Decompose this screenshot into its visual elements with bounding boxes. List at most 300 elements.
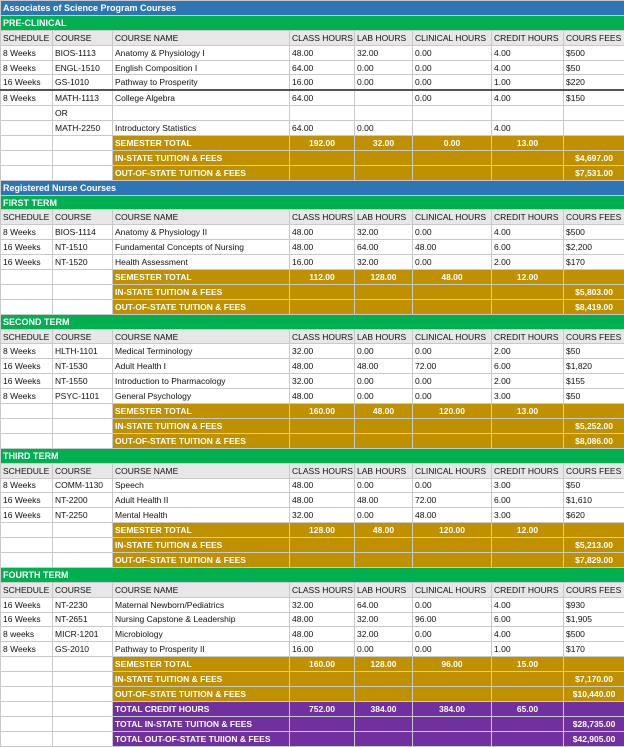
gold-filler — [492, 433, 564, 448]
gold-filler — [290, 150, 355, 165]
blank-cell — [1, 686, 53, 701]
course-cell: 64.00 — [355, 240, 413, 255]
course-cell: General Psychology — [113, 389, 290, 404]
grand-credit-label: TOTAL CREDIT HOURS — [113, 701, 290, 716]
course-cell: 3.00 — [492, 389, 564, 404]
column-header: SCHEDULE — [1, 30, 53, 45]
course-cell: College Algebra — [113, 90, 290, 105]
semester-class-hours: 160.00 — [290, 657, 355, 672]
course-cell: MATH-2250 — [53, 121, 113, 136]
course-cell: COMM-1130 — [53, 478, 113, 493]
column-header: COURSE NAME — [113, 329, 290, 344]
course-cell: Fundamental Concepts of Nursing — [113, 240, 290, 255]
course-cell: 32.00 — [355, 627, 413, 642]
course-cell: $2,200 — [564, 240, 624, 255]
column-header: COURS FEES — [564, 210, 624, 225]
course-cell: $170 — [564, 255, 624, 270]
instate-tuition-label: IN-STATE TUITION & FEES — [113, 538, 290, 553]
gold-filler — [355, 150, 413, 165]
blank-cell — [53, 686, 113, 701]
gold-filler — [355, 672, 413, 687]
course-row — [1, 106, 624, 121]
instate-tuition — [1, 418, 624, 433]
column-header-row — [1, 463, 624, 478]
course-cell: 32.00 — [355, 612, 413, 627]
course-cell: 0.00 — [413, 344, 492, 359]
purple-filler — [492, 716, 564, 731]
gold-filler — [355, 552, 413, 567]
blank-cell — [53, 433, 113, 448]
course-cell: 1.00 — [492, 75, 564, 90]
gold-filler — [413, 284, 492, 299]
course-row — [1, 225, 624, 240]
semester-total-label: SEMESTER TOTAL — [113, 270, 290, 285]
course-cell: 32.00 — [355, 45, 413, 60]
course-cell: $50 — [564, 478, 624, 493]
gold-filler — [492, 538, 564, 553]
course-cell: Medical Terminology — [113, 344, 290, 359]
blank-cell — [53, 165, 113, 180]
course-cell: 72.00 — [413, 359, 492, 374]
semester-credit-hours: 13.00 — [492, 404, 564, 419]
column-header: COURS FEES — [564, 463, 624, 478]
gold-filler — [413, 165, 492, 180]
blank-cell — [1, 657, 53, 672]
outstate-tuition — [1, 165, 624, 180]
course-cell: 4.00 — [492, 60, 564, 75]
gold-filler — [290, 552, 355, 567]
grand-instate-tuition-value: $28,735.00 — [564, 716, 624, 731]
course-cell: 4.00 — [492, 121, 564, 136]
course-cell: 4.00 — [492, 627, 564, 642]
course-cell: $150 — [564, 90, 624, 105]
course-cell: 32.00 — [290, 374, 355, 389]
gold-filler — [355, 538, 413, 553]
section-banner — [1, 1, 624, 16]
course-cell: PSYC-1101 — [53, 389, 113, 404]
course-cell: $620 — [564, 508, 624, 523]
course-cell: 32.00 — [355, 225, 413, 240]
gold-filler — [290, 672, 355, 687]
course-cell: 48.00 — [413, 508, 492, 523]
semester-class-hours: 192.00 — [290, 136, 355, 151]
course-cell: Nursing Capstone & Leadership — [113, 612, 290, 627]
course-cell: 16.00 — [290, 642, 355, 657]
outstate-tuition — [1, 433, 624, 448]
course-cell: 16.00 — [290, 75, 355, 90]
course-cell: 48.00 — [290, 45, 355, 60]
grand-class-hours: 752.00 — [290, 701, 355, 716]
course-cell: NT-1530 — [53, 359, 113, 374]
column-header: SCHEDULE — [1, 210, 53, 225]
table-body — [1, 1, 624, 747]
course-cell: 48.00 — [290, 225, 355, 240]
semester-total-row — [1, 270, 624, 285]
course-cell: 0.00 — [413, 597, 492, 612]
column-header: COURSE — [53, 210, 113, 225]
blank-cell — [1, 433, 53, 448]
term-title: SECOND TERM — [1, 314, 624, 329]
outstate-tuition — [1, 686, 624, 701]
column-header: CLASS HOURS — [290, 329, 355, 344]
gold-filler — [492, 284, 564, 299]
blank-cell — [1, 270, 53, 285]
blank-cell — [53, 552, 113, 567]
blank-cell — [53, 270, 113, 285]
column-header: CLINICAL HOURS — [413, 210, 492, 225]
course-cell: 64.00 — [290, 90, 355, 105]
course-cell: MICR-1201 — [53, 627, 113, 642]
instate-tuition-value: $7,170.00 — [564, 672, 624, 687]
course-cell: 48.00 — [355, 359, 413, 374]
semester-lab-hours: 128.00 — [355, 270, 413, 285]
course-cell: Pathway to Prosperity — [113, 75, 290, 90]
blank-cell — [1, 136, 53, 151]
instate-tuition-label: IN-STATE TUITION & FEES — [113, 418, 290, 433]
grand-clinical-hours: 384.00 — [413, 701, 492, 716]
course-cell: 16 Weeks — [1, 75, 53, 90]
course-cell — [492, 106, 564, 121]
course-cell: NT-2200 — [53, 493, 113, 508]
course-cell: Pathway to Prosperity II — [113, 642, 290, 657]
semester-credit-hours: 12.00 — [492, 523, 564, 538]
course-cell: Speech — [113, 478, 290, 493]
course-cell: Introduction to Pharmacology — [113, 374, 290, 389]
grand-instate-tuition-label: TOTAL IN-STATE TUITION & FEES — [113, 716, 290, 731]
column-header-row — [1, 329, 624, 344]
column-header: CREDIT HOURS — [492, 463, 564, 478]
blank-cell — [53, 523, 113, 538]
course-cell — [290, 106, 355, 121]
course-cell: 48.00 — [355, 493, 413, 508]
term-row — [1, 195, 624, 210]
instate-tuition-label: IN-STATE TUITION & FEES — [113, 284, 290, 299]
course-cell: English Composition I — [113, 60, 290, 75]
semester-total-label: SEMESTER TOTAL — [113, 404, 290, 419]
blank-cell — [53, 284, 113, 299]
blank-cell — [1, 418, 53, 433]
grand-outstate-tuition — [1, 731, 624, 746]
course-row — [1, 359, 624, 374]
course-cell: 8 Weeks — [1, 45, 53, 60]
gold-filler — [290, 686, 355, 701]
course-cell: 16 Weeks — [1, 240, 53, 255]
gold-filler — [492, 165, 564, 180]
semester-total-label: SEMESTER TOTAL — [113, 523, 290, 538]
column-header: COURSE NAME — [113, 463, 290, 478]
course-cell: 0.00 — [355, 389, 413, 404]
gold-filler — [355, 165, 413, 180]
semester-lab-hours: 48.00 — [355, 404, 413, 419]
course-cell: 2.00 — [492, 374, 564, 389]
semester-fees — [564, 404, 624, 419]
course-cell: $50 — [564, 344, 624, 359]
course-cell: 2.00 — [492, 255, 564, 270]
course-cell: 0.00 — [413, 90, 492, 105]
course-cell: $500 — [564, 225, 624, 240]
column-header: LAB HOURS — [355, 329, 413, 344]
blank-cell — [1, 731, 53, 746]
semester-total-row — [1, 404, 624, 419]
course-cell: 6.00 — [492, 240, 564, 255]
course-cell: 16 Weeks — [1, 255, 53, 270]
semester-class-hours: 112.00 — [290, 270, 355, 285]
course-cell: 48.00 — [290, 359, 355, 374]
gold-filler — [413, 552, 492, 567]
gold-filler — [492, 672, 564, 687]
blank-cell — [53, 672, 113, 687]
purple-filler — [492, 731, 564, 746]
course-cell: 64.00 — [355, 597, 413, 612]
gold-filler — [355, 418, 413, 433]
course-cell — [355, 106, 413, 121]
gold-filler — [492, 552, 564, 567]
course-row — [1, 642, 624, 657]
grand-lab-hours: 384.00 — [355, 701, 413, 716]
course-cell: Microbiology — [113, 627, 290, 642]
course-cell: $500 — [564, 627, 624, 642]
column-header: CLASS HOURS — [290, 30, 355, 45]
course-row — [1, 344, 624, 359]
blank-cell — [1, 284, 53, 299]
term-title: FOURTH TERM — [1, 567, 624, 582]
column-header: LAB HOURS — [355, 582, 413, 597]
course-cell: Adult Health I — [113, 359, 290, 374]
course-row — [1, 389, 624, 404]
semester-credit-hours: 12.00 — [492, 270, 564, 285]
course-cell: 4.00 — [492, 45, 564, 60]
gold-filler — [355, 299, 413, 314]
course-cell: 0.00 — [355, 60, 413, 75]
course-cell: 8 Weeks — [1, 225, 53, 240]
term-row — [1, 314, 624, 329]
column-header: LAB HOURS — [355, 463, 413, 478]
instate-tuition-value: $4,697.00 — [564, 150, 624, 165]
course-cell: 32.00 — [355, 255, 413, 270]
course-cell: 48.00 — [290, 612, 355, 627]
gold-filler — [492, 150, 564, 165]
course-cell: $1,820 — [564, 359, 624, 374]
column-header: COURS FEES — [564, 582, 624, 597]
purple-filler — [413, 716, 492, 731]
course-cell — [355, 90, 413, 105]
course-cell: GS-1010 — [53, 75, 113, 90]
course-cell: 8 Weeks — [1, 478, 53, 493]
instate-tuition — [1, 672, 624, 687]
course-cell: 0.00 — [355, 478, 413, 493]
semester-total-row — [1, 523, 624, 538]
purple-filler — [290, 716, 355, 731]
course-cell: 16.00 — [290, 255, 355, 270]
course-row — [1, 45, 624, 60]
blank-cell — [53, 418, 113, 433]
course-cell: Maternal Newborn/Pediatrics — [113, 597, 290, 612]
course-cell: 48.00 — [290, 389, 355, 404]
column-header: COURSE — [53, 30, 113, 45]
course-cell: 16 Weeks — [1, 359, 53, 374]
course-cell: 64.00 — [290, 121, 355, 136]
blank-cell — [1, 716, 53, 731]
term-row — [1, 448, 624, 463]
column-header: CREDIT HOURS — [492, 582, 564, 597]
term-title: THIRD TERM — [1, 448, 624, 463]
gold-filler — [413, 150, 492, 165]
course-cell: 6.00 — [492, 493, 564, 508]
instate-tuition-value: $5,213.00 — [564, 538, 624, 553]
course-cell: 0.00 — [355, 374, 413, 389]
course-cell: 0.00 — [355, 642, 413, 657]
course-row — [1, 493, 624, 508]
course-cell: Mental Health — [113, 508, 290, 523]
section-title: Registered Nurse Courses — [1, 180, 624, 195]
term-row — [1, 567, 624, 582]
course-cell — [113, 106, 290, 121]
gold-filler — [413, 686, 492, 701]
column-header: CLINICAL HOURS — [413, 463, 492, 478]
column-header: CREDIT HOURS — [492, 210, 564, 225]
semester-credit-hours: 13.00 — [492, 136, 564, 151]
course-cell — [1, 121, 53, 136]
course-cell: NT-1510 — [53, 240, 113, 255]
column-header: COURSE NAME — [113, 30, 290, 45]
course-cell: 32.00 — [290, 344, 355, 359]
instate-tuition-value: $5,252.00 — [564, 418, 624, 433]
course-cell: NT-1550 — [53, 374, 113, 389]
course-cell: OR — [53, 106, 113, 121]
gold-filler — [290, 433, 355, 448]
course-cell: 0.00 — [413, 75, 492, 90]
column-header: COURSE — [53, 463, 113, 478]
gold-filler — [355, 686, 413, 701]
column-header: COURSE — [53, 329, 113, 344]
course-cell: BIOS-1114 — [53, 225, 113, 240]
course-row — [1, 240, 624, 255]
purple-filler — [355, 716, 413, 731]
course-cell: $155 — [564, 374, 624, 389]
column-header: CLINICAL HOURS — [413, 30, 492, 45]
course-cell: 64.00 — [290, 60, 355, 75]
instate-tuition-label: IN-STATE TUITION & FEES — [113, 150, 290, 165]
course-row — [1, 90, 624, 105]
course-cell: 0.00 — [413, 642, 492, 657]
course-cell: GS-2010 — [53, 642, 113, 657]
course-cell — [564, 121, 624, 136]
course-cell: 8 weeks — [1, 627, 53, 642]
course-cell: 32.00 — [290, 597, 355, 612]
semester-lab-hours: 32.00 — [355, 136, 413, 151]
column-header: COURSE NAME — [113, 210, 290, 225]
course-cell — [413, 121, 492, 136]
gold-filler — [355, 284, 413, 299]
purple-filler — [355, 731, 413, 746]
column-header: CLASS HOURS — [290, 463, 355, 478]
course-cell: 8 Weeks — [1, 389, 53, 404]
course-cell: 0.00 — [355, 508, 413, 523]
course-cell: 8 Weeks — [1, 60, 53, 75]
semester-total-row — [1, 136, 624, 151]
course-cell: 96.00 — [413, 612, 492, 627]
gold-filler — [492, 418, 564, 433]
semester-lab-hours: 48.00 — [355, 523, 413, 538]
blank-cell — [53, 716, 113, 731]
course-cell: 0.00 — [413, 255, 492, 270]
semester-clinical-hours: 120.00 — [413, 404, 492, 419]
grand-credit-hours: 65.00 — [492, 701, 564, 716]
course-cell: 0.00 — [355, 75, 413, 90]
gold-filler — [413, 433, 492, 448]
course-cell: 3.00 — [492, 508, 564, 523]
blank-cell — [1, 150, 53, 165]
course-cell: 0.00 — [355, 344, 413, 359]
course-cell: 48.00 — [290, 493, 355, 508]
column-header: COURSE NAME — [113, 582, 290, 597]
outstate-tuition-label: OUT-OF-STATE TUITION & FEES — [113, 299, 290, 314]
semester-credit-hours: 15.00 — [492, 657, 564, 672]
course-row — [1, 60, 624, 75]
course-cell: 16 Weeks — [1, 493, 53, 508]
course-row — [1, 121, 624, 136]
outstate-tuition — [1, 299, 624, 314]
course-cell: $500 — [564, 45, 624, 60]
course-row — [1, 75, 624, 90]
semester-clinical-hours: 48.00 — [413, 270, 492, 285]
semester-fees — [564, 523, 624, 538]
blank-cell — [1, 538, 53, 553]
outstate-tuition-value: $7,531.00 — [564, 165, 624, 180]
gold-filler — [355, 433, 413, 448]
semester-lab-hours: 128.00 — [355, 657, 413, 672]
course-cell: 2.00 — [492, 344, 564, 359]
course-row — [1, 612, 624, 627]
course-cell: 0.00 — [413, 45, 492, 60]
course-cell: 16 Weeks — [1, 612, 53, 627]
course-cell: Adult Health II — [113, 493, 290, 508]
course-cell: Anatomy & Physiology I — [113, 45, 290, 60]
blank-cell — [53, 657, 113, 672]
course-row — [1, 627, 624, 642]
column-header-row — [1, 30, 624, 45]
blank-cell — [1, 672, 53, 687]
course-cell: 3.00 — [492, 478, 564, 493]
grand-outstate-tuition-label: TOTAL OUT-OF-STATE TUIION & FEES — [113, 731, 290, 746]
outstate-tuition-value: $7,829.00 — [564, 552, 624, 567]
column-header: SCHEDULE — [1, 463, 53, 478]
column-header: CLINICAL HOURS — [413, 329, 492, 344]
course-cell: 0.00 — [413, 225, 492, 240]
course-cell: 0.00 — [413, 389, 492, 404]
course-cell — [413, 106, 492, 121]
instate-tuition-label: IN-STATE TUITION & FEES — [113, 672, 290, 687]
instate-tuition-value: $5,803.00 — [564, 284, 624, 299]
course-cell: NT-2230 — [53, 597, 113, 612]
course-row — [1, 597, 624, 612]
gold-filler — [492, 299, 564, 314]
course-cell: 72.00 — [413, 493, 492, 508]
course-row — [1, 255, 624, 270]
course-cell: 0.00 — [413, 60, 492, 75]
course-cell: 1.00 — [492, 642, 564, 657]
blank-cell — [1, 523, 53, 538]
semester-clinical-hours: 0.00 — [413, 136, 492, 151]
blank-cell — [1, 165, 53, 180]
course-cell: 6.00 — [492, 359, 564, 374]
semester-fees — [564, 657, 624, 672]
gold-filler — [290, 284, 355, 299]
course-cell: MATH-1113 — [53, 90, 113, 105]
blank-cell — [53, 404, 113, 419]
term-title: FIRST TERM — [1, 195, 624, 210]
semester-class-hours: 128.00 — [290, 523, 355, 538]
